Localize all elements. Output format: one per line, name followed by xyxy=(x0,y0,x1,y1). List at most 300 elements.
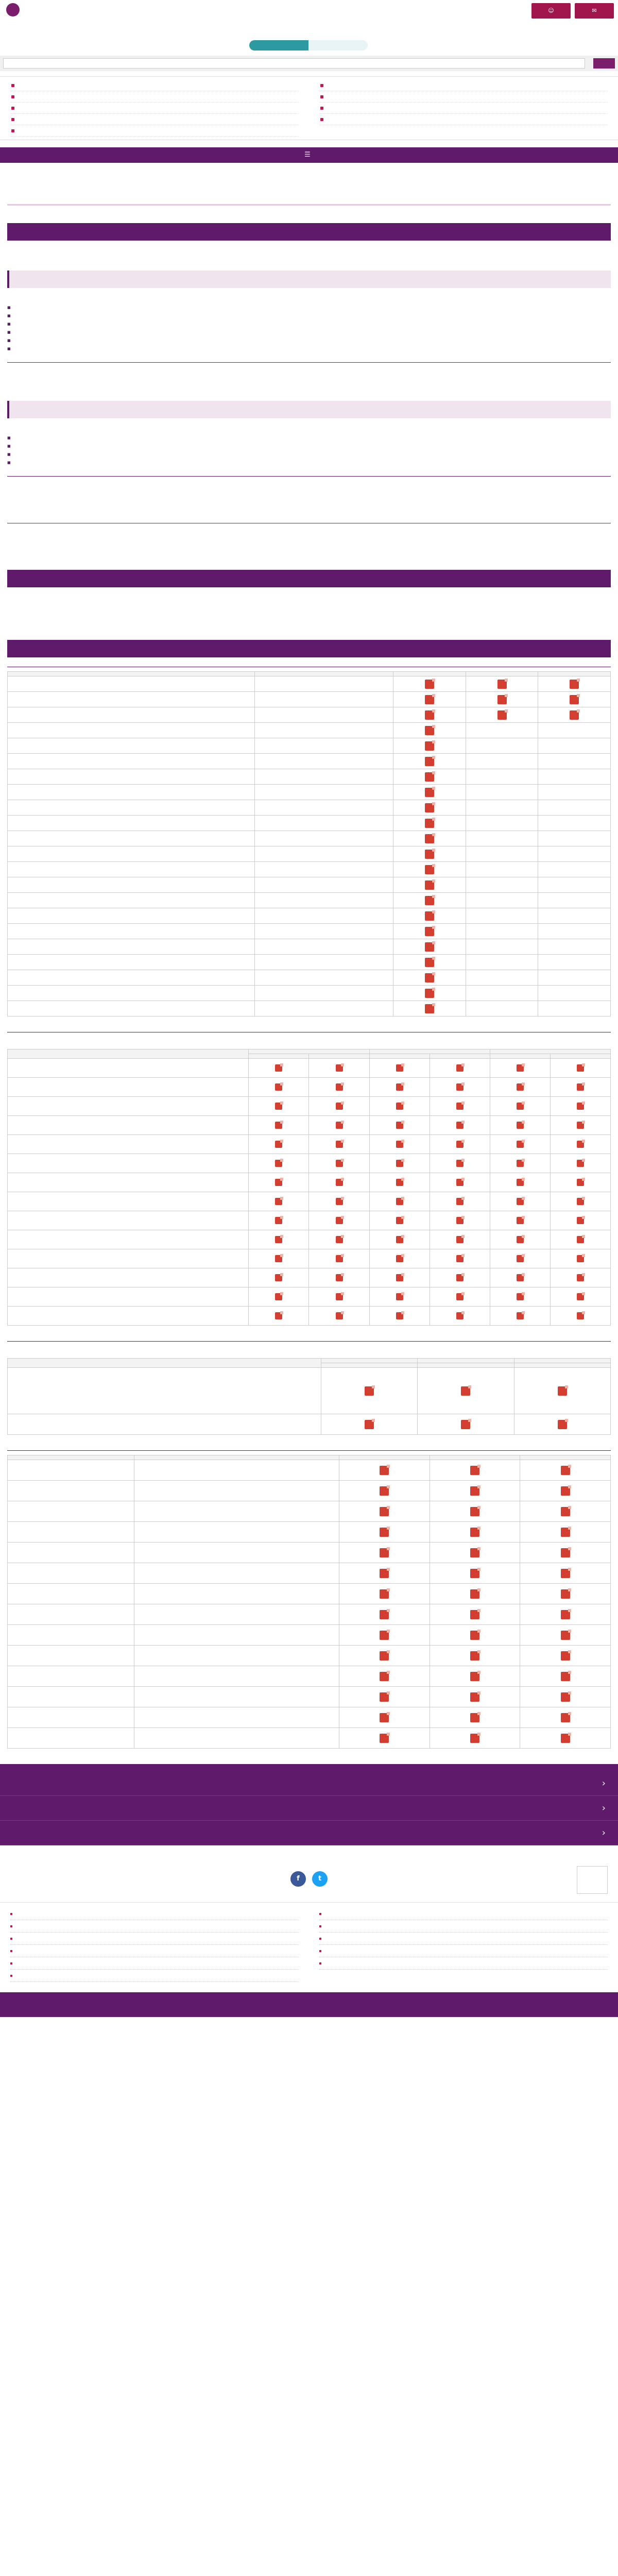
table2-sub-question xyxy=(490,1054,550,1059)
pdf-icon[interactable] xyxy=(425,788,434,797)
pdf-icon[interactable] xyxy=(456,1312,464,1319)
pdf-icon[interactable] xyxy=(561,1610,570,1619)
pdf-icon[interactable] xyxy=(577,1236,584,1243)
search-bar xyxy=(0,56,618,71)
table2-sub-question xyxy=(369,1054,430,1059)
pdf-icon[interactable] xyxy=(336,1255,343,1262)
table1-category-cell xyxy=(8,676,255,692)
pdf-icon[interactable] xyxy=(275,1312,282,1319)
pdf-icon[interactable] xyxy=(577,1160,584,1167)
pdf-icon[interactable] xyxy=(577,1103,584,1110)
table4-pdf-cell xyxy=(339,1646,430,1666)
table-row xyxy=(8,846,611,862)
sec_office.bullets-item xyxy=(7,442,611,450)
table3-title xyxy=(7,1340,611,1342)
table1-pdf-cell xyxy=(466,707,538,723)
pdf-icon[interactable] xyxy=(456,1217,464,1224)
pdf-icon[interactable] xyxy=(470,1548,479,1557)
copyright-link[interactable] xyxy=(7,621,611,631)
pdf-icon[interactable] xyxy=(456,1274,464,1281)
pdf-icon[interactable] xyxy=(470,1631,479,1640)
pdf-icon[interactable] xyxy=(336,1236,343,1243)
pdf-icon[interactable] xyxy=(470,1692,479,1702)
menu-button[interactable] xyxy=(0,147,618,163)
pdf-icon[interactable] xyxy=(425,896,434,905)
table2-pdf-cell xyxy=(550,1154,610,1173)
pdf-icon[interactable] xyxy=(470,1589,479,1599)
pdf-icon[interactable] xyxy=(561,1466,570,1475)
pdf-icon[interactable] xyxy=(561,1528,570,1537)
footer-link-10[interactable] xyxy=(319,1957,608,1970)
questions-heading xyxy=(7,522,611,523)
table1-dept-cell xyxy=(255,816,393,831)
pdf-icon[interactable] xyxy=(425,741,434,751)
pdf-icon[interactable] xyxy=(275,1064,282,1072)
pdf-icon[interactable] xyxy=(517,1160,524,1167)
pdf-icon[interactable] xyxy=(517,1312,524,1319)
pdf-icon[interactable] xyxy=(336,1179,343,1186)
table2-pdf-cell xyxy=(490,1307,550,1326)
pdf-icon[interactable] xyxy=(517,1274,524,1281)
pdf-icon[interactable] xyxy=(380,1466,389,1475)
quick-link-4[interactable] xyxy=(319,91,608,103)
table2-pdf-cell xyxy=(490,1078,550,1097)
pdf-icon[interactable] xyxy=(456,1103,464,1110)
pdf-icon[interactable] xyxy=(470,1466,479,1475)
pdf-icon[interactable] xyxy=(470,1486,479,1496)
pdf-icon[interactable] xyxy=(577,1064,584,1072)
table2-subject-cell xyxy=(8,1097,249,1116)
table1-pdf-cell xyxy=(393,955,466,970)
footer-link-4[interactable] xyxy=(319,1920,608,1933)
table2-pdf-cell xyxy=(430,1230,490,1249)
pdf-icon[interactable] xyxy=(425,911,434,921)
pdf-icon[interactable] xyxy=(396,1236,403,1243)
pdf-icon[interactable] xyxy=(275,1255,282,1262)
pdf-icon[interactable] xyxy=(570,680,579,689)
quick-link-3[interactable] xyxy=(10,91,299,103)
pdf-icon[interactable] xyxy=(336,1198,343,1205)
table4-pdf-cell xyxy=(339,1543,430,1563)
footer-nav-item-2[interactable] xyxy=(0,1796,618,1821)
table2-sub-answer xyxy=(430,1054,490,1059)
footer-link-7[interactable] xyxy=(10,1945,299,1957)
pdf-icon[interactable] xyxy=(517,1122,524,1129)
table2-pdf-cell xyxy=(369,1268,430,1287)
pdf-icon[interactable] xyxy=(456,1255,464,1262)
table-row xyxy=(8,1501,611,1522)
table1-dept-cell xyxy=(255,785,393,800)
pdf-icon[interactable] xyxy=(396,1255,403,1262)
table4-pdf-cell xyxy=(520,1543,611,1563)
table2-pdf-cell xyxy=(490,1268,550,1287)
footer-link-1[interactable] xyxy=(10,1908,299,1920)
table2-pdf-cell xyxy=(550,1249,610,1268)
pdf-icon[interactable] xyxy=(336,1122,343,1129)
pdf-icon[interactable] xyxy=(577,1293,584,1300)
lang-japanese-tab[interactable] xyxy=(249,40,308,50)
table4-dept-cell xyxy=(134,1687,339,1707)
pdf-icon[interactable] xyxy=(275,1236,282,1243)
footer-link-5[interactable] xyxy=(10,1933,299,1945)
table1-pdf-cell xyxy=(393,769,466,785)
footer-link-3[interactable] xyxy=(10,1920,299,1933)
table2-pdf-cell xyxy=(249,1154,309,1173)
table1-pdf-cell xyxy=(466,955,538,970)
pdf-icon[interactable] xyxy=(425,942,434,952)
pdf-icon[interactable] xyxy=(456,1122,464,1129)
table1-dept-cell xyxy=(255,676,393,692)
table2-pdf-cell xyxy=(249,1230,309,1249)
search-button[interactable] xyxy=(593,58,615,69)
sec_page.bullets-item xyxy=(7,328,611,336)
footer-link-8[interactable] xyxy=(319,1945,608,1957)
pdf-icon[interactable] xyxy=(577,1083,584,1091)
pdf-icon[interactable] xyxy=(517,1064,524,1072)
pdf-icon[interactable] xyxy=(336,1274,343,1281)
table2-pdf-cell xyxy=(430,1287,490,1307)
table1-category-cell xyxy=(8,908,255,924)
pdf-icon[interactable] xyxy=(396,1064,403,1072)
pdf-icon[interactable] xyxy=(380,1486,389,1496)
table1-category-cell xyxy=(8,692,255,707)
pdf-icon[interactable] xyxy=(380,1692,389,1702)
pdf-icon[interactable] xyxy=(577,1274,584,1281)
pdf-icon[interactable] xyxy=(470,1610,479,1619)
table-row xyxy=(8,924,611,939)
pdf-icon[interactable] xyxy=(517,1103,524,1110)
pdf-icon[interactable] xyxy=(365,1420,374,1429)
table-row xyxy=(8,986,611,1001)
pdf-icon[interactable] xyxy=(380,1734,389,1743)
pdf-icon[interactable] xyxy=(425,865,434,874)
pdf-icon[interactable] xyxy=(561,1672,570,1681)
pdf-icon[interactable] xyxy=(561,1651,570,1660)
pdf-icon[interactable] xyxy=(570,710,579,720)
table4-pdf-cell xyxy=(430,1543,520,1563)
pdf-icon[interactable] xyxy=(497,695,507,704)
pdf-icon[interactable] xyxy=(275,1122,282,1129)
pdf-icon[interactable] xyxy=(577,1141,584,1148)
table2-pdf-cell xyxy=(369,1135,430,1154)
table2-pdf-cell xyxy=(550,1078,610,1097)
pdf-icon[interactable] xyxy=(456,1293,464,1300)
pdf-icon[interactable] xyxy=(497,710,507,720)
this-page-lead xyxy=(7,292,611,300)
pdf-icon[interactable] xyxy=(517,1236,524,1243)
table4-category-cell xyxy=(8,1460,134,1481)
pdf-icon[interactable] xyxy=(275,1179,282,1186)
table2-pdf-cell xyxy=(490,1135,550,1154)
header-button-2[interactable] xyxy=(575,3,614,19)
pdf-icon[interactable] xyxy=(380,1569,389,1578)
pdf-icon[interactable] xyxy=(470,1713,479,1722)
pdf-icon[interactable] xyxy=(425,989,434,998)
pdf-icon[interactable] xyxy=(517,1179,524,1186)
footer-nav-item-1[interactable] xyxy=(0,1771,618,1796)
pdf-icon[interactable] xyxy=(517,1255,524,1262)
pdf-icon[interactable] xyxy=(561,1569,570,1578)
pdf-icon[interactable] xyxy=(425,850,434,859)
quick-link-8[interactable] xyxy=(319,114,608,125)
pdf-icon[interactable] xyxy=(470,1507,479,1516)
pdf-icon[interactable] xyxy=(561,1507,570,1516)
table2-pdf-cell xyxy=(369,1154,430,1173)
table1-pdf-cell xyxy=(466,754,538,769)
table4-category-cell xyxy=(8,1604,134,1625)
table4-col-category xyxy=(8,1455,134,1460)
pdf-icon[interactable] xyxy=(380,1713,389,1722)
table4-pdf-cell xyxy=(339,1563,430,1584)
pdf-icon[interactable] xyxy=(517,1217,524,1224)
pdf-icon[interactable] xyxy=(461,1420,470,1429)
pdf-icon[interactable] xyxy=(456,1064,464,1072)
table4-pdf-cell xyxy=(430,1707,520,1728)
pdf-icon[interactable] xyxy=(577,1255,584,1262)
pdf-icon[interactable] xyxy=(425,695,434,704)
table1-dept-cell xyxy=(255,893,393,908)
pdf-icon[interactable] xyxy=(396,1179,403,1186)
pdf-icon[interactable] xyxy=(275,1160,282,1167)
pdf-icon[interactable] xyxy=(336,1160,343,1167)
this-page-list xyxy=(7,303,611,353)
pdf-icon[interactable] xyxy=(336,1103,343,1110)
page-title xyxy=(0,182,618,203)
pdf-icon[interactable] xyxy=(456,1198,464,1205)
footer-nav-item-3[interactable] xyxy=(0,1821,618,1845)
facebook-icon[interactable]: f xyxy=(290,1871,306,1887)
header-text-links[interactable] xyxy=(0,22,618,28)
university-logo-icon[interactable] xyxy=(6,3,20,16)
quick-link-2[interactable] xyxy=(319,80,608,91)
table1-pdf-cell xyxy=(538,785,611,800)
pdf-icon[interactable] xyxy=(456,1160,464,1167)
pdf-icon[interactable] xyxy=(425,927,434,936)
pdf-icon[interactable] xyxy=(425,880,434,890)
table1-pdf-cell xyxy=(538,816,611,831)
pdf-icon[interactable] xyxy=(336,1083,343,1091)
pdf-icon[interactable] xyxy=(425,772,434,782)
pdf-icon[interactable] xyxy=(380,1651,389,1660)
pdf-icon[interactable] xyxy=(425,710,434,720)
pdf-icon[interactable] xyxy=(396,1103,403,1110)
pdf-icon[interactable] xyxy=(396,1274,403,1281)
pdf-icon[interactable] xyxy=(561,1692,570,1702)
pdf-icon[interactable] xyxy=(380,1631,389,1640)
pdf-icon[interactable] xyxy=(275,1141,282,1148)
footer-link-9[interactable] xyxy=(10,1957,299,1970)
table4-pdf-cell xyxy=(339,1501,430,1522)
sec_office.bullets-item xyxy=(7,459,611,467)
table4-pdf-cell xyxy=(430,1563,520,1584)
pdf-icon[interactable] xyxy=(561,1548,570,1557)
header-button-1[interactable] xyxy=(531,3,571,19)
pdf-icon[interactable] xyxy=(561,1631,570,1640)
pdf-icon[interactable] xyxy=(470,1734,479,1743)
table4-pdf-cell xyxy=(520,1501,611,1522)
pdf-icon[interactable] xyxy=(558,1420,567,1429)
pdf-icon[interactable] xyxy=(577,1198,584,1205)
pdf-icon[interactable] xyxy=(336,1312,343,1319)
pdf-icon[interactable] xyxy=(470,1651,479,1660)
pdf-icon[interactable] xyxy=(577,1179,584,1186)
pdf-icon[interactable] xyxy=(336,1141,343,1148)
badge-link[interactable] xyxy=(577,1866,608,1894)
pdf-icon[interactable] xyxy=(456,1083,464,1091)
pdf-icon[interactable] xyxy=(517,1198,524,1205)
pdf-icon[interactable] xyxy=(517,1293,524,1300)
entry-text xyxy=(7,481,611,514)
pdf-icon[interactable] xyxy=(380,1610,389,1619)
pdf-icon[interactable] xyxy=(380,1528,389,1537)
pdf-icon[interactable] xyxy=(561,1734,570,1743)
table1-dept-cell xyxy=(255,707,393,723)
table1-category-cell xyxy=(8,800,255,816)
pdf-icon[interactable] xyxy=(275,1217,282,1224)
paragraph-line xyxy=(7,536,611,544)
pdf-icon[interactable] xyxy=(577,1312,584,1319)
table2-pdf-cell xyxy=(490,1059,550,1078)
pdf-icon[interactable] xyxy=(577,1122,584,1129)
table4-dept-cell xyxy=(134,1707,339,1728)
pdf-icon[interactable] xyxy=(425,834,434,843)
table-row xyxy=(8,1646,611,1666)
pdf-icon[interactable] xyxy=(425,726,434,735)
pdf-icon[interactable] xyxy=(396,1198,403,1205)
pdf-icon[interactable] xyxy=(561,1486,570,1496)
table1-pdf-cell xyxy=(538,831,611,846)
pdf-icon[interactable] xyxy=(336,1293,343,1300)
paragraph-line xyxy=(7,489,611,497)
pdf-icon[interactable] xyxy=(275,1274,282,1281)
table-row xyxy=(8,816,611,831)
pdf-icon[interactable] xyxy=(570,695,579,704)
footer-link-11[interactable] xyxy=(10,1970,299,1982)
pdf-icon[interactable] xyxy=(561,1713,570,1722)
table1-pdf-cell xyxy=(393,707,466,723)
pdf-icon[interactable] xyxy=(336,1217,343,1224)
pdf-icon[interactable] xyxy=(336,1064,343,1072)
pdf-icon[interactable] xyxy=(275,1103,282,1110)
paragraph-line xyxy=(7,528,611,536)
pdf-icon[interactable] xyxy=(577,1217,584,1224)
pdf-icon[interactable] xyxy=(470,1569,479,1578)
pdf-icon[interactable] xyxy=(396,1122,403,1129)
pdf-icon[interactable] xyxy=(425,973,434,982)
table1-pdf-cell xyxy=(466,800,538,816)
pdf-icon[interactable] xyxy=(456,1236,464,1243)
pdf-icon[interactable] xyxy=(380,1672,389,1681)
table-row xyxy=(8,676,611,692)
pdf-icon[interactable] xyxy=(275,1293,282,1300)
table3-pdf-cell xyxy=(418,1414,514,1435)
table2-subject-cell xyxy=(8,1059,249,1078)
pdf-icon[interactable] xyxy=(456,1141,464,1148)
table4-category-cell xyxy=(8,1543,134,1563)
table2-pdf-cell xyxy=(309,1211,369,1230)
quick-link-5[interactable] xyxy=(10,103,299,114)
pdf-icon[interactable] xyxy=(396,1293,403,1300)
table2-col-year2 xyxy=(369,1049,490,1054)
table-row xyxy=(8,1059,611,1078)
pdf-icon[interactable] xyxy=(275,1198,282,1205)
footer-link-6[interactable] xyxy=(319,1933,608,1945)
pdf-icon[interactable] xyxy=(396,1160,403,1167)
table1-pdf-cell xyxy=(393,970,466,986)
table-row xyxy=(8,785,611,800)
pdf-icon[interactable] xyxy=(497,680,507,689)
lang-english-tab[interactable] xyxy=(308,40,368,50)
pdf-icon[interactable] xyxy=(425,803,434,812)
footer-link-2[interactable] xyxy=(319,1908,608,1920)
pdf-icon[interactable] xyxy=(461,1386,470,1396)
pdf-icon[interactable] xyxy=(561,1589,570,1599)
quick-link-7[interactable] xyxy=(10,114,299,125)
pdf-icon[interactable] xyxy=(275,1083,282,1091)
table2-pdf-cell xyxy=(430,1211,490,1230)
pdf-icon[interactable] xyxy=(425,958,434,967)
pdf-icon[interactable] xyxy=(425,757,434,766)
pdf-icon[interactable] xyxy=(380,1507,389,1516)
pdf-icon[interactable] xyxy=(396,1141,403,1148)
pdf-icon[interactable] xyxy=(380,1548,389,1557)
section-heading-past-exams xyxy=(7,640,611,657)
pdf-icon[interactable] xyxy=(396,1312,403,1319)
table-row xyxy=(8,1687,611,1707)
pdf-icon[interactable] xyxy=(425,680,434,689)
table-row xyxy=(8,1460,611,1481)
office-lead xyxy=(7,422,611,431)
pdf-icon[interactable] xyxy=(396,1217,403,1224)
table4-category-cell xyxy=(8,1584,134,1604)
table1-dept-cell xyxy=(255,800,393,816)
table1-pdf-cell xyxy=(466,816,538,831)
twitter-icon[interactable]: t xyxy=(312,1871,328,1887)
pdf-icon[interactable] xyxy=(396,1083,403,1091)
pdf-icon[interactable] xyxy=(380,1589,389,1599)
table3-note xyxy=(7,1346,611,1354)
table-row xyxy=(8,1135,611,1154)
table2-subject-cell xyxy=(8,1268,249,1287)
quick-link-9[interactable] xyxy=(10,125,299,137)
quick-link-6[interactable] xyxy=(319,103,608,114)
pdf-icon[interactable] xyxy=(425,1004,434,1013)
table4-pdf-cell xyxy=(430,1728,520,1749)
table1-title xyxy=(7,666,611,667)
pdf-icon[interactable] xyxy=(456,1179,464,1186)
table1-dept-cell xyxy=(255,738,393,754)
table1-pdf-cell xyxy=(393,692,466,707)
pdf-icon[interactable] xyxy=(517,1083,524,1091)
table2-pdf-cell xyxy=(309,1307,369,1326)
pdf-icon[interactable] xyxy=(365,1386,374,1396)
pdf-icon[interactable] xyxy=(470,1672,479,1681)
table4-dept-cell xyxy=(134,1728,339,1749)
table2-subject-cell xyxy=(8,1173,249,1192)
table1-pdf-cell xyxy=(466,723,538,738)
search-input[interactable] xyxy=(3,58,585,69)
table3-col-year3 xyxy=(514,1359,610,1363)
table2-pdf-cell xyxy=(430,1059,490,1078)
pdf-icon[interactable] xyxy=(425,819,434,828)
table4-pdf-cell xyxy=(339,1687,430,1707)
pdf-icon[interactable] xyxy=(517,1141,524,1148)
table-row xyxy=(8,1211,611,1230)
quick-link-1[interactable] xyxy=(10,80,299,91)
pdf-icon[interactable] xyxy=(558,1386,567,1396)
pdf-icon[interactable] xyxy=(470,1528,479,1537)
table2-pdf-cell xyxy=(430,1116,490,1135)
